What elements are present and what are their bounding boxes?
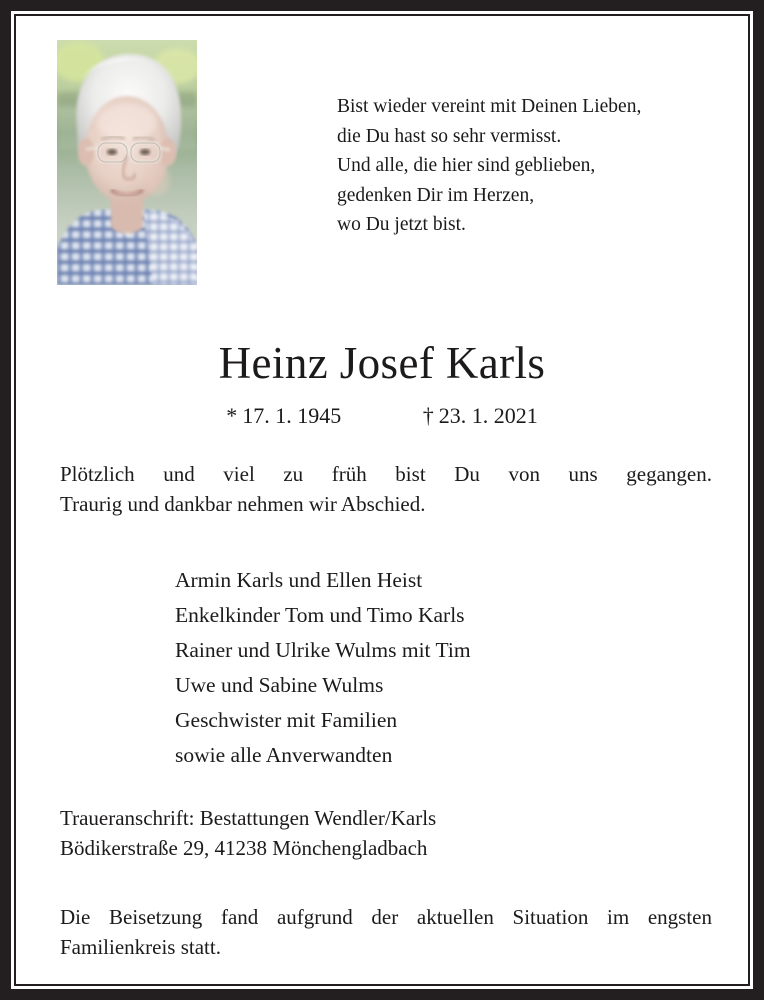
verse-line: gedenken Dir im Herzen, (337, 184, 535, 206)
burial-note-line: Die Beisetzung fand aufgrund der aktuellen Situation im engsten (60, 905, 712, 929)
mourner-line: sowie alle Anverwandten (175, 743, 393, 767)
frame-inner-rule (14, 14, 750, 986)
condolence-address (60, 803, 712, 863)
birth-date: 17. 1. 1945 (242, 403, 342, 428)
death-date-group (423, 403, 538, 428)
farewell-text (60, 459, 712, 519)
portrait-photo (57, 40, 197, 285)
farewell-line: Plötzlich und viel zu früh bist Du von uns gegangen. (60, 462, 712, 486)
frame-white-gap (11, 11, 753, 989)
burial-note (60, 902, 712, 962)
mourner-line: Enkelkinder Tom und Timo Karls (175, 603, 465, 627)
obituary-card (16, 16, 748, 984)
address-line: Bödikerstraße 29, 41238 Mönchengladbach (60, 836, 428, 860)
farewell-line: Traurig und dankbar nehmen wir Abschied. (60, 492, 426, 516)
mourner-line: Rainer und Ulrike Wulms mit Tim (175, 638, 471, 662)
life-dates (16, 402, 748, 430)
mourner-line: Uwe und Sabine Wulms (175, 673, 384, 697)
verse-line: Bist wieder vereint mit Deinen Lieben, (337, 96, 642, 117)
verse-line: die Du hast so sehr vermisst. (337, 125, 562, 147)
death-date: 23. 1. 2021 (438, 403, 538, 428)
verse-line: Und alle, die hier sind geblieben, (337, 155, 596, 176)
mourners-list (175, 563, 655, 773)
mourner-line: Geschwister mit Familien (175, 708, 398, 732)
deceased-name: Heinz Josef Karls (218, 338, 546, 388)
mourner-line: Armin Karls und Ellen Heist (175, 568, 423, 592)
birth-date-group (226, 403, 347, 428)
burial-note-line: Familienkreis statt. (60, 935, 221, 959)
verse-line: wo Du jetzt bist. (337, 214, 466, 235)
death-cross-icon: † (422, 403, 434, 428)
birth-star-icon: * (226, 403, 238, 428)
address-line: Traueranschrift: Bestattungen Wendler/Karls (60, 806, 437, 830)
memorial-verse (337, 92, 737, 240)
